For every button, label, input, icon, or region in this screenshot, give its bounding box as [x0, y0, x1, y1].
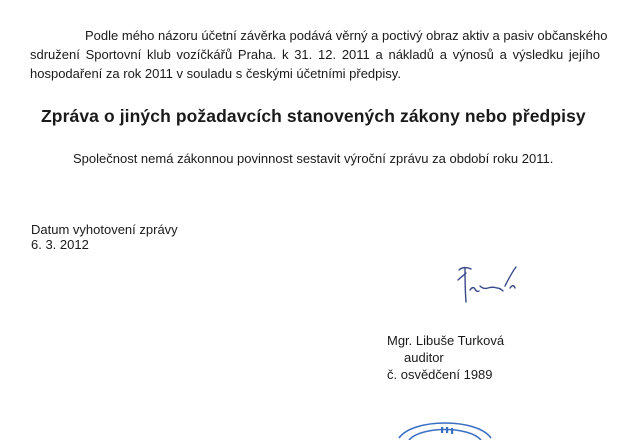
- report-date-value: 6. 3. 2012: [31, 237, 89, 252]
- opinion-line-1: Podle mého názoru účetní závěrka podává věrný a poctivý obraz aktiv a pasiv občanského: [85, 28, 608, 43]
- auditor-name: Mgr. Libuše Turková: [387, 333, 505, 348]
- opinion-paragraph: [30, 26, 608, 83]
- opinion-line-3: hospodaření za rok 2011 v souladu s českými účetními předpisy.: [30, 66, 401, 81]
- auditor-role: auditor: [404, 350, 444, 365]
- auditor-certificate: č. osvědčení 1989: [387, 367, 493, 382]
- opinion-line-2: sdružení Sportovní klub vozíčkářů Praha. k 31. 12. 2011 a nákladů a výnosů a výsledku jejího: [30, 47, 600, 62]
- stamp-icon: [395, 410, 495, 440]
- signature-icon: [440, 258, 550, 314]
- auditor-block: [387, 332, 504, 383]
- report-date-label: Datum vyhotovení zprávy: [31, 222, 178, 237]
- section-heading: Zpráva o jiných požadavcích stanovených zákony nebo předpisy: [41, 106, 586, 126]
- annual-report-statement: Společnost nemá zákonnou povinnost sestavit výroční zprávu za období roku 2011.: [73, 151, 554, 166]
